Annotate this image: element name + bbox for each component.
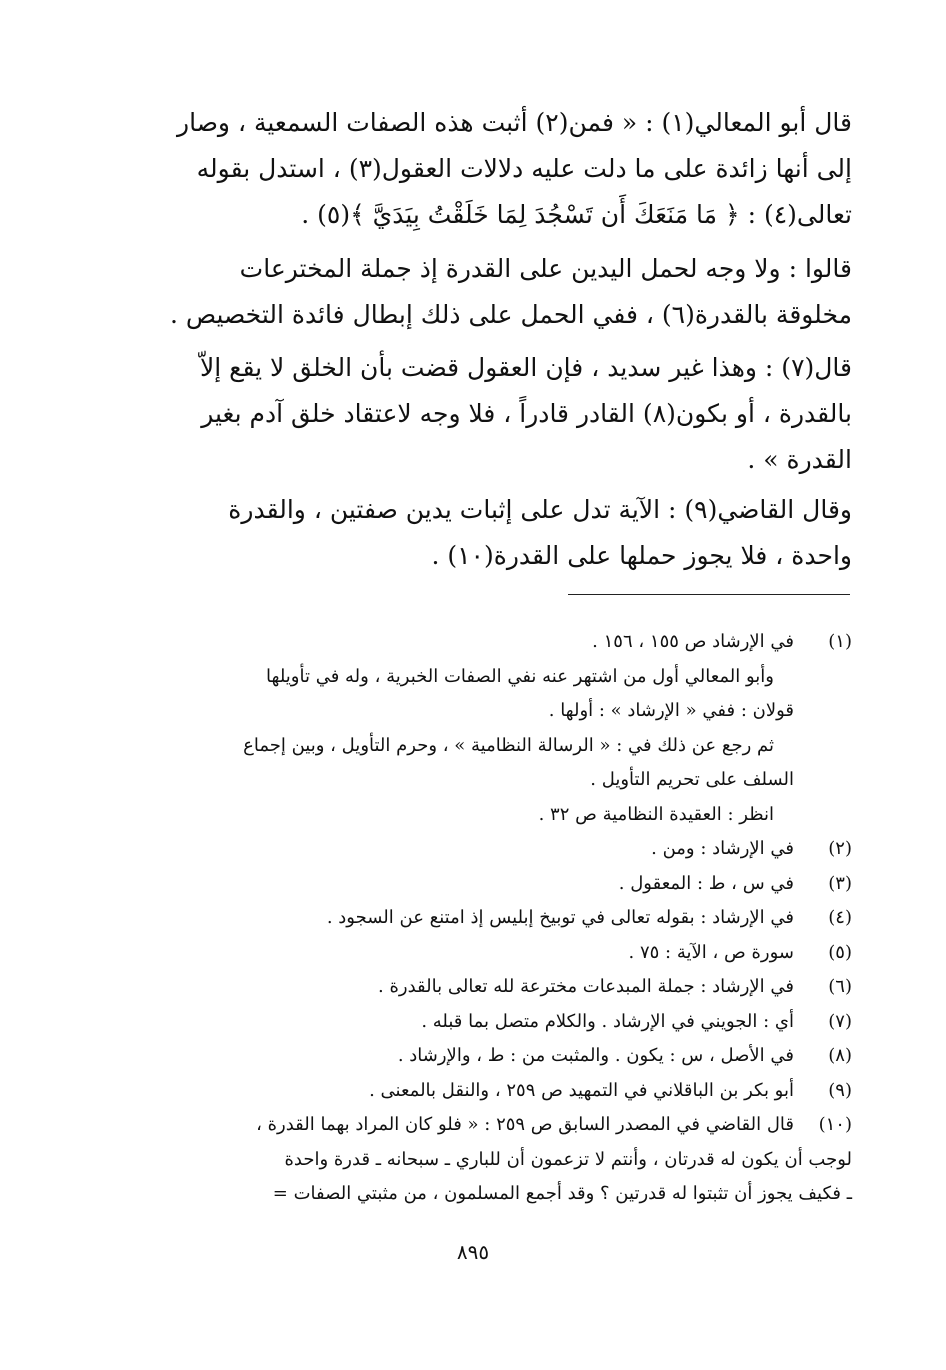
footnote-item <box>140 832 852 867</box>
footnote-item <box>140 936 852 971</box>
text-line: تعالى(٤) : ﴿ مَا مَنَعَكَ أَن تَسْجُدَ لِمَا خَلَقْتُ بِيَدَيَّ ﴾(٥) . <box>301 200 852 229</box>
footnote-text: ـ فكيف يجوز أن تثبتوا له قدرتين ؟ وقد أجمع المسلمون ، من مثبتي الصفات = <box>272 1183 852 1204</box>
footnote-text: في الأصل ، س : يكون . والمثبت من : ط ، والإرشاد . <box>397 1045 794 1066</box>
footnote-number: (٢) <box>828 838 852 859</box>
text-line: قال(٧) : وهذا غير سديد ، فإن العقول قضت بأن الخلق لا يقع إلاّ <box>200 353 852 382</box>
footnote-text: وأبو المعالي أول من اشتهر عنه نفي الصفات الخبرية ، وله في تأويلها <box>266 665 774 687</box>
footnote-number: (١٠) <box>818 1114 852 1135</box>
footnote-number: (٦) <box>828 976 852 997</box>
footnote-number: (٥) <box>828 941 852 963</box>
footnote-item <box>140 867 852 902</box>
paragraph-1 <box>140 100 852 238</box>
footnote-separator <box>568 594 850 595</box>
footnote-text: السلف على تحريم التأويل . <box>590 769 794 790</box>
footnote-text: ثم رجع عن ذلك في : « الرسالة النظامية » ، وحرم التأويل ، وبين إجماع <box>243 734 774 756</box>
footnotes <box>140 625 852 1212</box>
footnote-text: في الإرشاد : جملة المبدعات مخترعة لله تعالى بالقدرة . <box>378 976 794 997</box>
footnote-item <box>140 901 852 936</box>
footnote-text: لوجب أن يكون له قدرتان ، وأنتم لا تزعمون أن للباري ـ سبحانه ـ قدرة واحدة <box>284 1148 852 1170</box>
footnote-item <box>140 970 852 1005</box>
text-line: القدرة » . <box>747 445 852 474</box>
text-line: وقال القاضي(٩) : الآية تدل على إثبات يدين صفتين ، والقدرة <box>228 495 852 524</box>
footnote-text: في الإرشاد ص ١٥٥ ، ١٥٦ . <box>592 631 794 652</box>
paragraph-3 <box>140 345 852 483</box>
text-line: مخلوقة بالقدرة(٦) ، ففي الحمل على ذلك إبطال فائدة التخصيص . <box>169 300 852 329</box>
footnote-text: في الإرشاد : بقوله تعالى في توبيخ إبليس إذ امتنع عن السجود . <box>326 907 794 928</box>
paragraph-2 <box>140 246 852 338</box>
footnote-item <box>140 1039 852 1074</box>
footnote-number: (٨) <box>828 1045 852 1066</box>
footnote-number: (٧) <box>828 1010 852 1032</box>
footnote-text: انظر : العقيدة النظامية ص ٣٢ . <box>538 803 774 825</box>
footnote-number: (٤) <box>828 907 852 928</box>
footnote-number: (٩) <box>828 1079 852 1101</box>
footnote-text: في س ، ط : المعقول . <box>618 872 794 894</box>
text-line: بالقدرة ، أو بكون(٨) القادر قادراً ، فلا وجه لاعتقاد خلق آدم بغير <box>201 399 852 428</box>
footnote-text: سورة ص ، الآية : ٧٥ . <box>628 941 794 963</box>
footnote-item <box>140 1108 852 1212</box>
footnote-text: قولان : ففي « الإرشاد » : أولها . <box>548 700 794 721</box>
text-line: واحدة ، فلا يجوز حملها على القدرة(١٠) . <box>431 541 852 570</box>
footnote-item <box>140 1005 852 1040</box>
text-line: قالوا : ولا وجه لحمل اليدين على القدرة إذ جملة المخترعات <box>239 254 852 283</box>
footnote-number: (٣) <box>828 872 852 894</box>
footnote-number: (١) <box>828 631 852 652</box>
footnote-continuation <box>140 660 852 833</box>
text-line: إلى أنها زائدة على ما دلت عليه دلالات العقول(٣) ، استدل بقوله <box>196 154 852 183</box>
footnote-text: في الإرشاد : ومن . <box>651 838 794 859</box>
paragraph-4 <box>140 487 852 579</box>
footnote-text: أي : الجويني في الإرشاد . والكلام متصل بما قبله . <box>421 1010 794 1032</box>
footnote-text: أبو بكر بن الباقلاني في التمهيد ص ٢٥٩ ، والنقل بالمعنى . <box>369 1079 794 1101</box>
text-line: قال أبو المعالي(١) : « فمن(٢) أثبت هذه الصفات السمعية ، وصار <box>177 108 852 137</box>
page-number: ٨٩٥ <box>456 1240 490 1264</box>
footnote-item <box>140 1074 852 1109</box>
footnote-item <box>140 625 852 660</box>
footnote-text: قال القاضي في المصدر السابق ص ٢٥٩ : « فلو كان المراد بهما القدرة ، <box>256 1114 794 1135</box>
